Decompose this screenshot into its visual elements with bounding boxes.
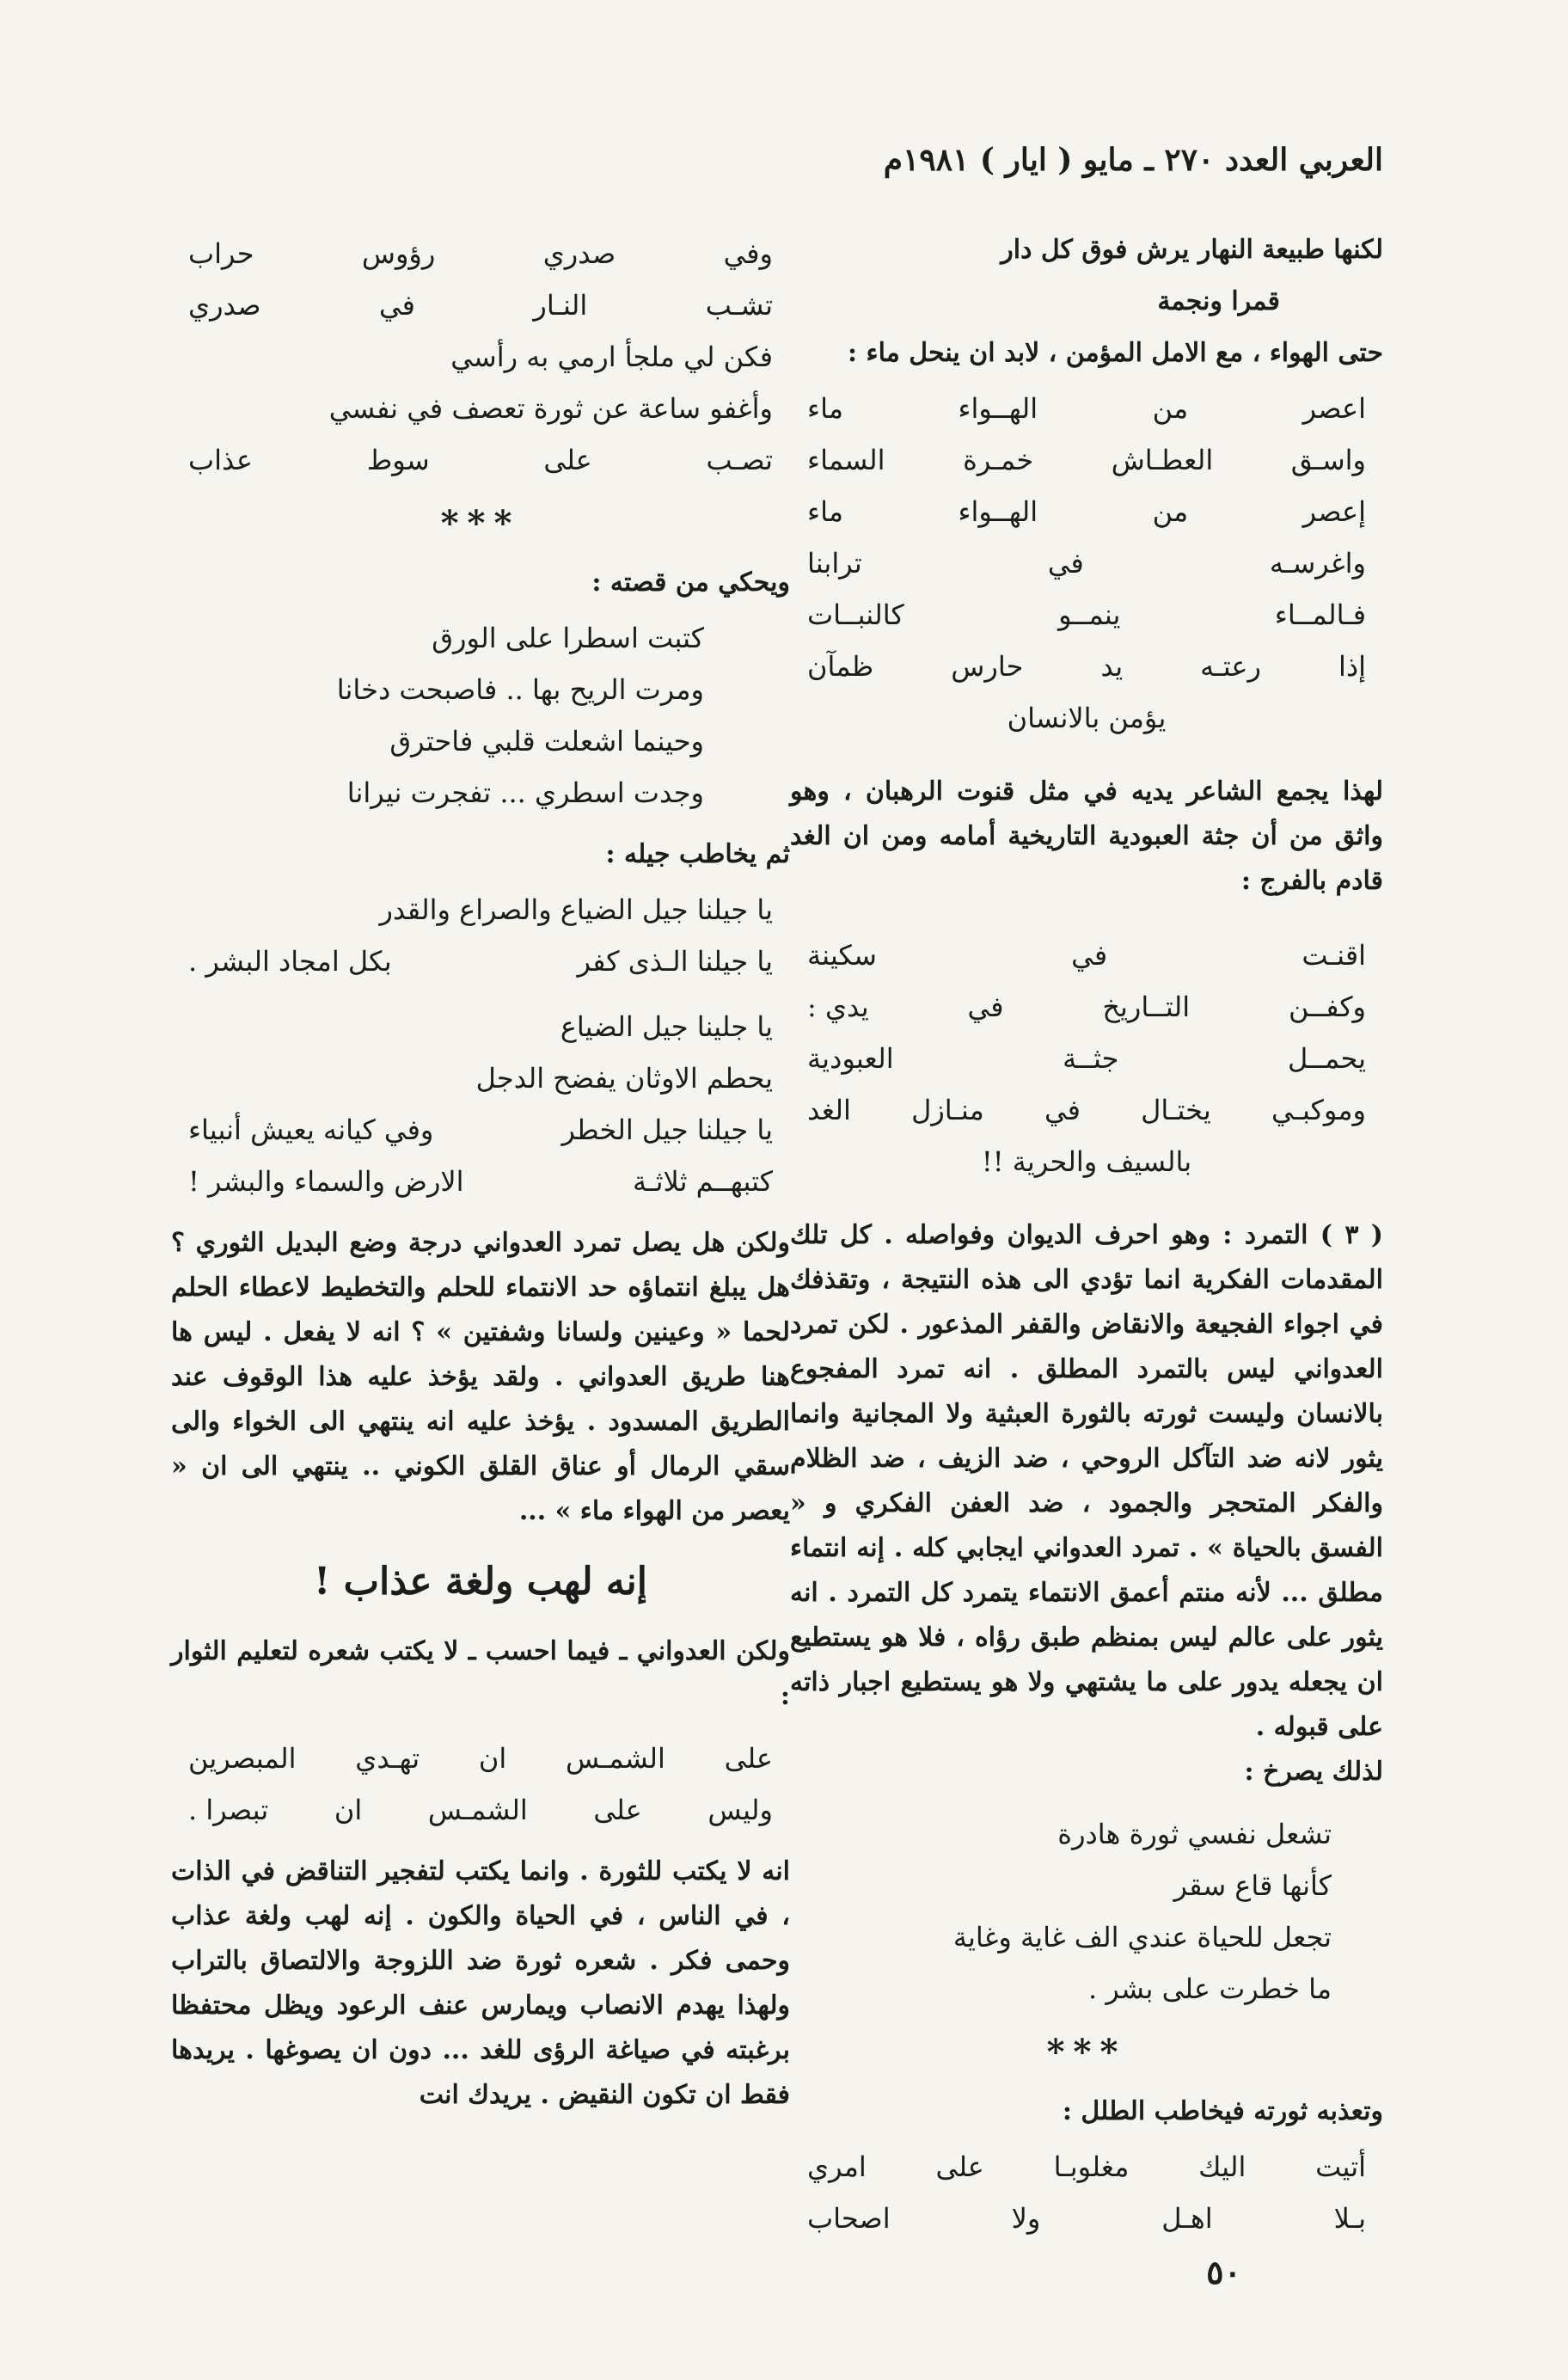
verse-word: على [543, 444, 592, 476]
verse-line [171, 935, 790, 987]
verse-word: في [1044, 1094, 1081, 1126]
verse-line [790, 486, 1383, 537]
paragraph: لهذا يجمع الشاعر يديه في مثل قنوت الرهبان ، وهو واثق من أن جثة العبودية التاريخية أمامه ومن ان الغد قادم بالفرج : [790, 776, 1383, 896]
verse-line [790, 537, 1383, 589]
verse-word: الغد [807, 1094, 851, 1126]
verse-line [171, 228, 790, 279]
verse-word: صدري [188, 289, 261, 322]
verse-word: حراب [188, 237, 254, 270]
verse-word: حارس [951, 650, 1024, 683]
verse-word: وفي كيانه يعيش أنبياء [188, 1113, 434, 1146]
paragraph: ( ٣ ) التمرد : وهو احرف الديوان وفواصله . كل تلك المقدمات الفكرية انما تؤدي الى هذه النتيجة ، وتقذفك في اجواء الفجيعة والانقاض والقفر المذعور . لكن تمرد العدواني ليس بالتمرد المطلق . انه تمرد المفجوع بالانسان وليست ثورته بالثورة العبثية ولا المجانية وانما يثور لانه ضد التآكل الروحي ، ضد الزيف ، ضد الظلام والفكر المتحجر والجمود ، ضد العفن الفكري و « الفسق بالحياة » . تمرد العدواني ايجابي كله . إنه انتماء مطلق ... لأنه منتم أعمق الانتماء يتمرد كل التمرد . انه يثور على عالم ليس بمنظم طبق رؤاه ، فلا هو يستطيع ان يجعله يدور على ما يشتهي ولا هو يستطيع اجبار ذاته على قبوله . [790, 1220, 1383, 1742]
verse-word: الهــواء [958, 495, 1038, 528]
verse-block [790, 1808, 1383, 2015]
verse-line [171, 1104, 790, 1156]
verse-line: ومرت الريح بها .. فاصبحت دخانا [336, 673, 704, 706]
verse-word: تشـب [705, 289, 773, 322]
verse-word: التــاريخ [1102, 991, 1191, 1023]
verse-word: خمـرة [963, 444, 1034, 476]
verse-word: تهـدي [355, 1742, 420, 1775]
paragraph: ولكن العدواني ـ فيما احسب ـ لا يكتب شعره لتعليم الثوار : [171, 1636, 790, 1711]
verse-word: اعصر [1302, 392, 1366, 425]
verse-line [790, 1033, 1383, 1084]
verse-line [790, 434, 1383, 486]
verse-word: بـلا [1333, 2202, 1366, 2235]
verse-word: على [935, 2150, 984, 2183]
verse-word: على [593, 1794, 642, 1826]
verse-word: يحمــل [1287, 1042, 1366, 1075]
verse-line [790, 383, 1383, 434]
verse-line: وجدت اسطري ... تفجرت نيرانا [346, 776, 704, 809]
verse-word: اقنـت [1302, 939, 1366, 972]
paragraph: ولكن هل يصل تمرد العدواني درجة وضع البديل الثوري ؟ هل يبلغ انتماؤه حد الانتماء للحلم والتخطيط لاعطاء الحلم لحما « وعينين ولسانا وشفتين » ؟ انه لا يفعل . ليس ها هنا طريق العدواني . ولقد يؤخذ عليه هذا الوقوف عند الطريق المسدود . يؤخذ عليه انه ينتهي الى الخواء والى سقي الرمال أو عناق القلق الكوني .. ينتهي الى ان « يعصر من الهواء ماء » ... [171, 1228, 790, 1526]
verse-word: واغرسـه [1269, 547, 1366, 580]
paragraph: ثم يخاطب جيله : [605, 839, 790, 869]
verse-block-last [790, 1136, 1383, 1187]
verse-word: صدري [542, 237, 616, 270]
verse-word: ينمــو [1058, 598, 1121, 631]
verse-word: في [1071, 939, 1108, 972]
verse-line: بالسيف والحرية !! [981, 1145, 1192, 1178]
verse-word: ولا [1011, 2202, 1041, 2235]
verse-word: إذا [1338, 650, 1366, 683]
page-header: العربي العدد ٢٧٠ ـ مايو ( ايار ) ١٩٨١م [883, 142, 1383, 178]
paragraph: حتى الهواء ، مع الامل المؤمن ، لابد ان ينحل ماء : [847, 338, 1383, 368]
verse-word: عذاب [188, 444, 253, 476]
verse-line: تشعل نفسي ثورة هادرة [1057, 1818, 1332, 1850]
verse-block [171, 331, 790, 434]
verse-line: ما خطرت على بشر . [1087, 1972, 1332, 2005]
verse-line [171, 1156, 790, 1207]
verse-block [171, 612, 790, 819]
section-separator: *** [440, 503, 521, 543]
right-column [790, 228, 1383, 2244]
verse-word: في [1047, 547, 1084, 580]
verse-line: يا جلينا جيل الضياع [560, 1010, 773, 1043]
verse-line [790, 2193, 1383, 2244]
section-separator: *** [1046, 2032, 1127, 2072]
verse-line [790, 929, 1383, 981]
verse-word: العبودية [807, 1042, 894, 1075]
verse-word: ظمآن [807, 650, 874, 683]
section-heading: إنه لهب ولغة عذاب ! [313, 1560, 647, 1604]
intro-line: قمرا ونجمة [1157, 286, 1280, 316]
verse-word: اليك [1198, 2150, 1246, 2183]
verse-word: وليس [707, 1794, 773, 1826]
verse-word: فـالمــاء [1274, 598, 1366, 631]
verse-line: يؤمن بالانسان [1007, 702, 1167, 734]
verse-word: يد [1100, 650, 1124, 683]
verse-line [171, 434, 790, 486]
verse-word: ماء [807, 495, 843, 528]
verse-word: تصـب [706, 444, 773, 476]
paragraph: لذلك يصرخ : [1244, 1757, 1383, 1787]
verse-line: يا جيلنا جيل الضياع والصراع والقدر [379, 893, 773, 926]
verse-word: إعصر [1302, 495, 1366, 528]
verse-word: مغلوبـا [1053, 2150, 1130, 2183]
verse-word: سوط [366, 444, 430, 476]
verse-word: ماء [807, 392, 843, 425]
verse-word: في [378, 289, 415, 322]
verse-line [171, 1733, 790, 1784]
verse-line: وحينما اشعلت قلبي فاحترق [389, 725, 704, 758]
verse-word: ان [478, 1742, 507, 1775]
verse-block [171, 1001, 790, 1104]
verse-block [790, 2141, 1383, 2244]
verse-word: امري [807, 2150, 867, 2183]
verse-word: اصحاب [807, 2202, 891, 2235]
verse-word: العطـاش [1111, 444, 1214, 476]
verse-line [790, 1084, 1383, 1136]
verse-line: تجعل للحياة عندي الف غاية وغاية [952, 1921, 1332, 1954]
verse-line: كأنها قاع سقر [1173, 1869, 1332, 1902]
verse-line [790, 641, 1383, 692]
verse-word: الارض والسماء والبشر ! [188, 1165, 464, 1198]
verse-word: وموكبـي [1271, 1094, 1366, 1126]
verse-word: في [967, 991, 1004, 1023]
verse-word: جثــة [1063, 1042, 1119, 1075]
verse-word: سكينة [807, 939, 877, 972]
verse-word: كالنبــات [807, 598, 904, 631]
left-column [171, 228, 790, 2118]
verse-line [790, 589, 1383, 641]
verse-word: ان [334, 1794, 363, 1826]
verse-block [171, 884, 790, 935]
verse-line: كتبت اسطرا على الورق [432, 622, 704, 654]
verse-word: كتبهــم ثلاثـة [633, 1165, 773, 1198]
verse-word: اهـل [1161, 2202, 1213, 2235]
verse-word: وكفــن [1289, 991, 1366, 1023]
verse-line [790, 981, 1383, 1033]
verse-block [171, 1156, 790, 1207]
verse-word: الهــواء [958, 392, 1038, 425]
paragraph: انه لا يكتب للثورة . وانما يكتب لتفجير التناقض في الذات ، في الناس ، في الحياة والكون . إنه لهب ولغة عذاب وحمى فكر . شعره ثورة ضد اللزوجة والالتصاق بالتراب ولهذا يهدم الانصاب ويمارس عنف الرعود ويظل محتفظا برغبته في صياغة الرؤى للغد ... دون ان يصوغها . يريدها فقط ان تكون النقيض . يريدك انت [171, 1856, 790, 2110]
verse-line: فكن لي ملجأ ارمي به رأسي [450, 340, 773, 373]
verse-word: بكل امجاد البشر . [188, 945, 392, 978]
verse-word: رعتـه [1200, 650, 1261, 683]
verse-word: منـازل [911, 1094, 984, 1126]
verse-word: رؤوس [361, 237, 436, 270]
verse-word: يا جيلنا جيل الخطر [561, 1113, 773, 1146]
verse-word: يختـال [1141, 1094, 1211, 1126]
verse-line [790, 2141, 1383, 2193]
verse-word: على [724, 1742, 773, 1775]
verse-word: واسـق [1290, 444, 1366, 476]
verse-line: وأغفو ساعة عن ثورة تعصف في نفسي [328, 392, 773, 425]
verse-word: من [1152, 495, 1189, 528]
verse-word: ترابنا [807, 547, 862, 580]
verse-block [171, 1104, 790, 1156]
paragraph: ويحكي من قصته : [591, 567, 790, 598]
verse-block-last [790, 692, 1383, 744]
verse-line [171, 1784, 790, 1836]
intro-line: لكنها طبيعة النهار يرش فوق كل دار [1001, 235, 1383, 265]
verse-block [171, 434, 790, 486]
verse-word: تبصرا . [188, 1794, 269, 1826]
verse-word: السماء [807, 444, 885, 476]
verse-word: الشمـس [427, 1794, 528, 1826]
verse-word: أتيت [1315, 2150, 1366, 2183]
paragraph: وتعذبه ثورته فيخاطب الطلل : [1062, 2096, 1383, 2126]
verse-block [790, 929, 1383, 1136]
verse-block [171, 228, 790, 331]
verse-line: يحطم الاوثان يفضح الدجل [475, 1062, 773, 1095]
verse-block [171, 1733, 790, 1836]
verse-line [171, 279, 790, 331]
verse-word: يدي : [807, 991, 869, 1023]
page-number: ٥٠ [1206, 2253, 1241, 2291]
verse-word: من [1152, 392, 1189, 425]
verse-word: النـار [533, 289, 588, 322]
verse-word: يا جيلنا الـذى كفر [577, 945, 773, 978]
verse-word: الشمـس [566, 1742, 665, 1775]
verse-word: المبصرين [188, 1742, 297, 1775]
verse-block [171, 935, 790, 987]
verse-word: وفي [723, 237, 773, 270]
verse-block [790, 383, 1383, 692]
